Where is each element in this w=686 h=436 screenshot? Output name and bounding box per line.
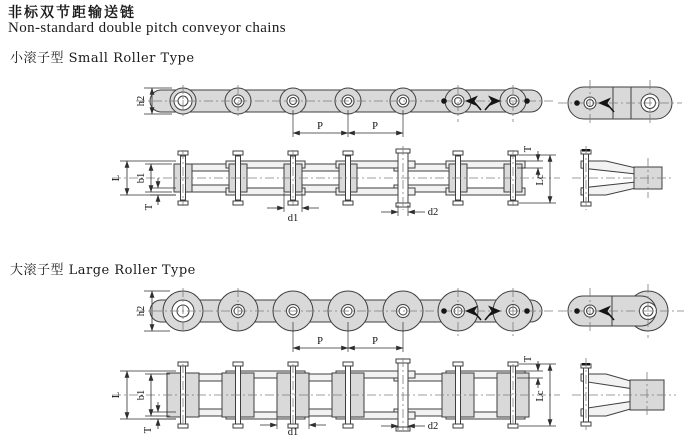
page-title-english: Non-standard double pitch conveyor chains <box>8 20 286 36</box>
small-offset-link-view <box>572 146 672 210</box>
small-roller-side-view <box>111 145 560 224</box>
dim-label-d1-large: d1 <box>287 427 299 436</box>
small-roller-top-view <box>136 85 556 137</box>
dim-label-T-left-large: T <box>143 426 154 434</box>
dim-label-L: L <box>111 174 122 182</box>
dim-label-Lc: Lc <box>535 174 546 186</box>
dim-label-d1: d1 <box>287 213 299 224</box>
dim-label-p1-large: P <box>317 336 323 347</box>
dim-T-small <box>144 178 176 210</box>
page-title-chinese: 非标双节距输送链 <box>8 5 136 21</box>
dim-label-h2-large: h2 <box>136 305 147 317</box>
dim-label-p1: P <box>317 121 323 132</box>
dim-label-d2: d2 <box>427 207 439 218</box>
dim-label-T-right-large: T <box>523 355 534 363</box>
dim-label-Lc-large: Lc <box>535 390 546 402</box>
dim-label-b1-large: b1 <box>136 389 147 401</box>
dim-label-b1: b1 <box>136 172 147 184</box>
dim-label-L-large: L <box>111 391 122 399</box>
large-roller-side-view <box>111 355 560 436</box>
dim-label-p2: P <box>372 121 378 132</box>
section-label-large-roller: 大滚子型 Large Roller Type <box>10 263 196 278</box>
large-roller-top-view <box>136 288 556 352</box>
dim-label-h2: h2 <box>136 95 147 107</box>
large-offset-link-view <box>572 358 676 430</box>
dim-label-T-left: T <box>144 203 155 211</box>
dim-p-large <box>293 322 403 352</box>
large-link-detail-view <box>558 284 684 338</box>
dim-p-small <box>293 110 403 137</box>
dim-label-p2-large: P <box>372 336 378 347</box>
dim-label-T-right: T <box>523 145 534 153</box>
small-link-detail-view <box>558 80 682 126</box>
dim-label-d2-large: d2 <box>427 421 439 432</box>
section-label-small-roller: 小滚子型 Small Roller Type <box>10 51 195 66</box>
